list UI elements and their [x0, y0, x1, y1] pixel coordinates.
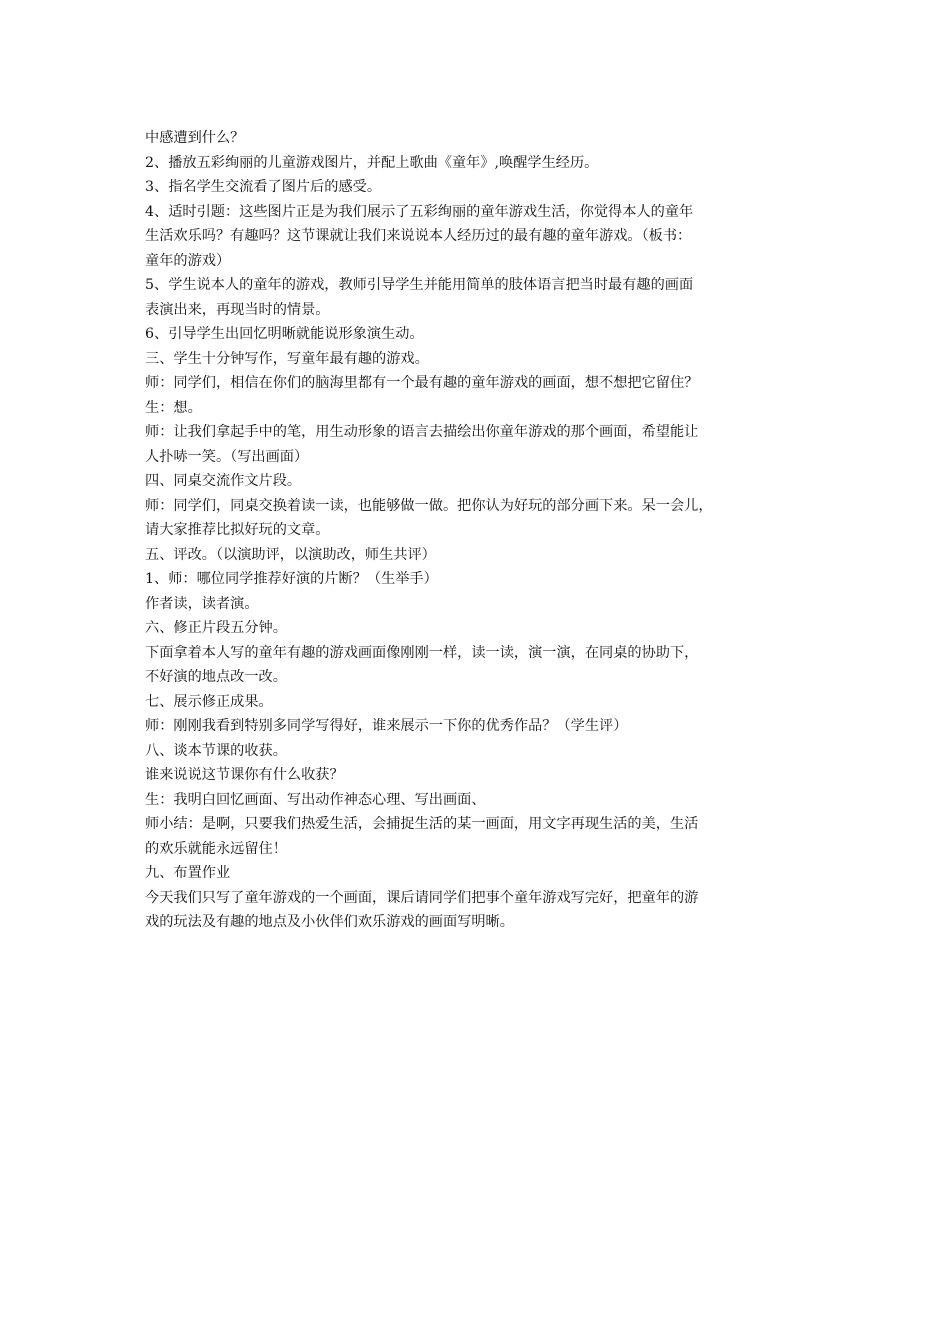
- text-line: 谁来说说这节课你有什么收获？: [145, 767, 344, 783]
- text-line: 师：同学们，相信在你们的脑海里都有一个最有趣的童年游戏的画面，想不想把它留住？: [145, 375, 699, 391]
- text-line: 表演出来，再现当时的情景。: [145, 301, 330, 318]
- text-line: 生：想。: [145, 399, 202, 416]
- section-heading: 九、布置作业: [145, 865, 231, 881]
- text-line: 5、学生说本人的童年的游戏，教师引导学生并能用简单的肢体语言把当时最有趣的画面: [145, 277, 694, 293]
- section-heading: 三、学生十分钟写作，写童年最有趣的游戏。: [145, 350, 429, 367]
- text-line: 今天我们只写了童年游戏的一个画面，课后请同学们把事个童年游戏写完好，把童年的游: [145, 889, 699, 906]
- section-heading: 八、谈本节课的收获。: [145, 742, 287, 759]
- text-line: 师：同学们，同桌交换着读一读，也能够做一做。把你认为好玩的部分画下来。呆一会儿，: [145, 497, 713, 514]
- text-line: 下面拿着本人写的童年有趣的游戏画面像刚刚一样，读一读，演一演，在同桌的协助下，: [145, 644, 699, 661]
- text-line: 戏的玩法及有趣的地点及小伙伴们欢乐游戏的画面写明晰。: [145, 914, 514, 930]
- text-line: 的欢乐就能永远留住！: [145, 840, 287, 857]
- document-body: [145, 126, 813, 935]
- text-line: 请大家推荐比拟好玩的文章。: [145, 522, 330, 538]
- text-line: 2、播放五彩绚丽的儿童游戏图片，并配上歌曲《童年》,唤醒学生经历。: [145, 154, 599, 171]
- text-line: 3、指名学生交流看了图片后的感受。: [145, 179, 382, 195]
- section-heading: 五、评改。（以演助评，以演助改，师生共评）: [145, 546, 436, 563]
- text-line: 师：让我们拿起手中的笔，用生动形象的语言去描绘出你童年游戏的那个画面，希望能让: [145, 424, 699, 440]
- text-line: 作者读，读者演。: [145, 595, 259, 612]
- text-line: 师小结：是啊，只要我们热爱生活，会捕捉生活的某一画面，用文字再现生活的美，生活: [145, 816, 699, 832]
- text-line: 生：我明白回忆画面、写出动作神态心理、写出画面、: [145, 791, 486, 808]
- text-line: 师：刚刚我看到特别多同学写得好，谁来展示一下你的优秀作品？（学生评）: [145, 718, 628, 734]
- text-line: 人扑哧一笑。（写出画面）: [145, 448, 309, 465]
- text-line: 1、师：哪位同学推荐好演的片断？（生举手）: [145, 571, 438, 587]
- text-line: 生活欢乐吗？有趣吗？这节课就让我们来说说本人经历过的最有趣的童年游戏。（板书：: [145, 228, 692, 244]
- text-line: 童年的游戏）: [145, 252, 231, 269]
- section-heading: 六、修正片段五分钟。: [145, 620, 287, 636]
- text-line: 4、适时引题：这些图片正是为我们展示了五彩绚丽的童年游戏生活，你觉得本人的童年: [145, 203, 694, 220]
- text-line: 不好演的地点改一改。: [145, 669, 287, 685]
- section-heading: 四、同桌交流作文片段。: [145, 473, 302, 489]
- section-heading: 七、展示修正成果。: [145, 693, 273, 710]
- text-line: 6、引导学生出回忆明晰就能说形象演生动。: [145, 326, 424, 342]
- text-line: 中感遭到什么？: [145, 130, 245, 146]
